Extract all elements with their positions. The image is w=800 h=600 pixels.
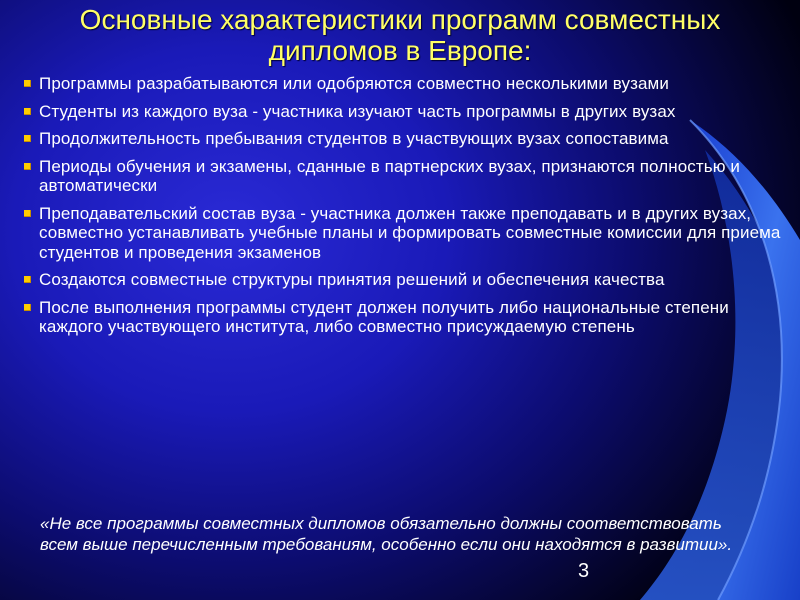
bullet-item bbox=[24, 102, 784, 122]
bullet-text: Создаются совместные структуры принятия решений и обеспечения качества bbox=[39, 270, 665, 289]
bullet-item bbox=[24, 298, 784, 337]
bullet-item bbox=[24, 129, 784, 149]
square-bullet-icon bbox=[24, 135, 31, 142]
bullet-item bbox=[24, 270, 784, 290]
bullet-text: Продолжительность пребывания студентов в участвующих вузах сопоставима bbox=[39, 129, 669, 148]
bullet-item bbox=[24, 157, 784, 196]
bullet-item bbox=[24, 74, 784, 94]
bullet-text: Преподавательский состав вуза - участника должен также преподавать и в других вузах, совместно устанавливать учебные планы и формировать совместные комиссии для приема студентов и проведения экзаменов bbox=[39, 203, 781, 262]
slide-title-line-2: дипломов в Европе: bbox=[268, 35, 532, 66]
square-bullet-icon bbox=[24, 108, 31, 115]
bullet-text: Периоды обучения и экзамены, сданные в партнерских вузах, признаются полностью и автоматически bbox=[39, 156, 740, 195]
square-bullet-icon bbox=[24, 80, 31, 87]
bullet-item bbox=[24, 204, 784, 263]
square-bullet-icon bbox=[24, 210, 31, 217]
slide-title-line-1: Основные характеристики программ совместных bbox=[79, 4, 721, 35]
bullet-text: После выполнения программы студент должен получить либо национальные степени каждого участвующего института, либо совместно присуждаемую степень bbox=[39, 297, 729, 336]
square-bullet-icon bbox=[24, 304, 31, 311]
square-bullet-icon bbox=[24, 163, 31, 170]
slide-title bbox=[0, 4, 800, 66]
bullet-list bbox=[24, 74, 784, 345]
square-bullet-icon bbox=[24, 276, 31, 283]
page-number: 3 bbox=[578, 560, 590, 582]
bullet-text: Программы разрабатываются или одобряются совместно несколькими вузами bbox=[39, 74, 669, 93]
quote-text: «Не все программы совместных дипломов обязательно должны соответствовать всем выше перечисленным требованиям, особенно если они находятся в развитии». bbox=[40, 514, 733, 554]
bullet-text: Студенты из каждого вуза - участника изучают часть программы в других вузах bbox=[39, 101, 676, 121]
